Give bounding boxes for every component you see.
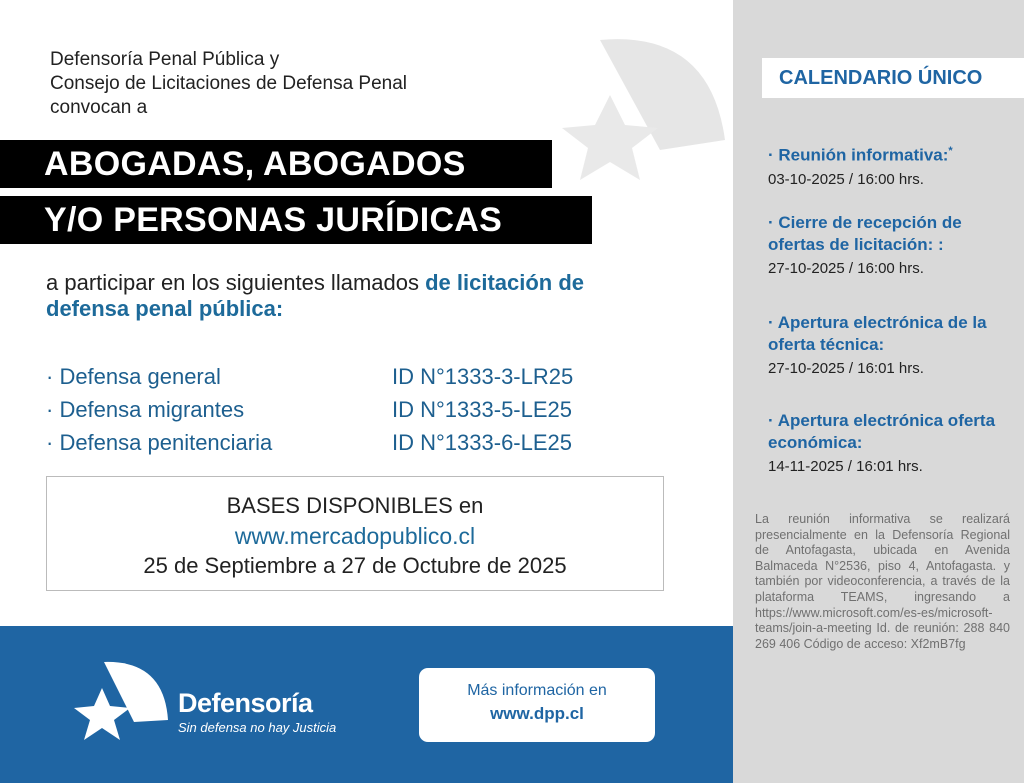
more-info-label: Más información en <box>467 682 607 699</box>
calendar-event <box>768 140 1018 191</box>
calendar-title: CALENDARIO ÚNICO <box>762 58 1024 98</box>
invite-text <box>46 270 646 322</box>
more-info-url: www.dpp.cl <box>490 704 584 723</box>
call-row <box>46 364 646 397</box>
intro-line-3: convocan a <box>50 97 148 118</box>
footer-bar <box>0 626 733 783</box>
event-title: · Cierre de recepción de ofertas de licitación: : <box>768 213 962 254</box>
watermark-star-icon <box>540 30 733 200</box>
bases-label: BASES DISPONIBLES en <box>226 493 484 518</box>
invite-highlight: de licitación de defensa penal pública: <box>46 270 585 321</box>
bases-box <box>46 476 664 591</box>
banner-line-2: Y/O PERSONAS JURÍDICAS <box>0 196 592 244</box>
calendar-event <box>768 212 1018 280</box>
more-info-button[interactable] <box>419 668 655 742</box>
call-name: · Defensa general <box>46 364 221 389</box>
calendar-event <box>768 410 1018 478</box>
intro-text <box>50 48 407 120</box>
invite-plain: a participar en los siguientes llamados <box>46 270 426 295</box>
call-name: · Defensa migrantes <box>46 397 245 422</box>
defensoria-logo-icon <box>64 658 174 753</box>
calendar-sidebar <box>733 0 1024 783</box>
event-title: · Apertura electrónica oferta económica: <box>768 411 996 452</box>
call-id: ID N°1333-6-LE25 <box>392 430 573 455</box>
event-title: · Apertura electrónica de la oferta técnica: <box>768 313 987 354</box>
logo-tagline: Sin defensa no hay Justicia <box>178 720 337 735</box>
banner-line-1: ABOGADAS, ABOGADOS <box>0 140 552 188</box>
call-id: ID N°1333-5-LE25 <box>392 397 573 422</box>
call-row <box>46 430 646 463</box>
event-date: 27-10-2025 / 16:00 hrs. <box>768 260 924 277</box>
logo-name: Defensoría <box>178 688 313 718</box>
intro-line-2: Consejo de Licitaciones de Defensa Penal <box>50 73 408 94</box>
event-footnote-mark: * <box>948 145 953 157</box>
call-id: ID N°1333-3-LR25 <box>392 364 574 389</box>
calls-list <box>46 364 646 463</box>
event-date: 03-10-2025 / 16:00 hrs. <box>768 170 924 188</box>
meeting-note: La reunión informativa se realizará presencialmente en la Defensoría Regional de Antofagasta, ubicada en Avenida Balmaceda N°2536, piso 4, Antofagasta. y también por videoconferencia, a través de la plataforma TEAMS, ingresando a https://www.microsoft.com/es-es/microsoft-teams/join-a-meeting Id. de reunión: 288 840 269 406 Código de acceso: Xf2mB7fg <box>755 512 1010 651</box>
event-date: 14-11-2025 / 16:01 hrs. <box>768 458 923 475</box>
call-name: · Defensa penitenciaria <box>46 430 273 455</box>
event-title <box>768 140 1018 167</box>
bases-dates: 25 de Septiembre a 27 de Octubre de 2025 <box>143 553 567 578</box>
call-row <box>46 397 646 430</box>
intro-line-1: Defensoría Penal Pública y <box>50 49 280 70</box>
bases-url-link[interactable]: www.mercadopublico.cl <box>234 523 476 549</box>
calendar-event <box>768 312 1018 380</box>
event-date: 27-10-2025 / 16:01 hrs. <box>768 360 924 377</box>
event-title-text: · Reunión informativa: <box>768 145 949 165</box>
